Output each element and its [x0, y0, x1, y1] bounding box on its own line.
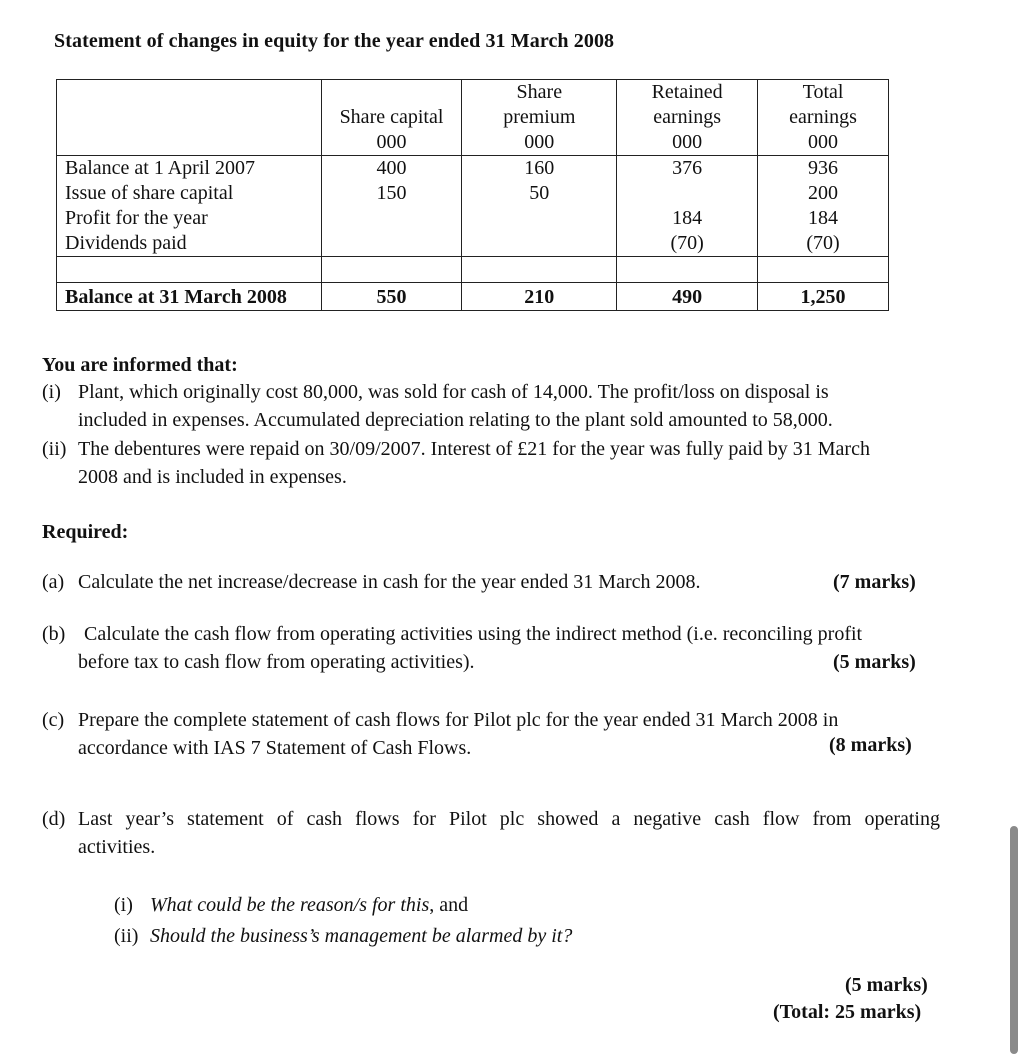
cell-share-premium: 50 [462, 181, 617, 206]
table-header-row [57, 80, 889, 156]
question-a-marks: (7 marks) [833, 571, 916, 593]
question-marker: (c) [42, 709, 65, 731]
item-line-1: The debentures were repaid on 30/09/2007. Interest of £21 for the year was fully paid by 31 March [78, 438, 870, 460]
cell-share-premium: 160 [462, 156, 617, 182]
table-row [57, 181, 889, 206]
question-marker: (a) [42, 571, 65, 593]
cell-total: 200 [758, 181, 889, 206]
row-label: Issue of share capital [57, 181, 322, 206]
informed-heading: You are informed that: [42, 354, 238, 376]
question-line-2: accordance with IAS 7 Statement of Cash Flows. [78, 737, 472, 759]
cell-share-capital [321, 206, 462, 231]
total-marks: (Total: 25 marks) [773, 1001, 922, 1023]
question-line-2: activities. [78, 836, 156, 858]
question-text: Calculate the net increase/decrease in cash for the year ended 31 March 2008. [78, 571, 701, 593]
question-line-1: Prepare the complete statement of cash flows for Pilot plc for the year ended 31 March 2008 in [78, 709, 839, 731]
cell-retained: 376 [617, 156, 758, 182]
informed-item-1 [42, 378, 942, 434]
total-share-premium: 210 [462, 283, 617, 311]
sub-question-text: Should the business’s management be alarmed by it? [150, 925, 573, 947]
header-share-premium: Share premium 000 [462, 80, 617, 156]
cell-share-premium [462, 231, 617, 257]
row-label: Balance at 1 April 2007 [57, 156, 322, 182]
informed-item-2 [42, 435, 942, 491]
table-total-row [57, 283, 889, 311]
cell-total: 184 [758, 206, 889, 231]
cell-retained: 184 [617, 206, 758, 231]
table-blank-row [57, 257, 889, 283]
question-b [42, 620, 942, 676]
header-blank-cell [57, 80, 322, 156]
cell-share-capital: 150 [321, 181, 462, 206]
equity-statement-table [56, 79, 889, 311]
row-label: Dividends paid [57, 231, 322, 257]
cell-retained [617, 181, 758, 206]
cell-total: 936 [758, 156, 889, 182]
question-d-sub-2 [114, 922, 714, 950]
cell-share-capital [321, 231, 462, 257]
header-share-capital: Share capital 000 [321, 80, 462, 156]
sub-marker: (ii) [114, 925, 139, 947]
question-c [42, 706, 942, 762]
item-marker: (ii) [42, 438, 67, 460]
question-d-sub-1 [114, 891, 714, 919]
row-label: Profit for the year [57, 206, 322, 231]
item-line-2: included in expenses. Accumulated depreciation relating to the plant sold amounted to 58,000. [78, 409, 833, 431]
cell-retained: (70) [617, 231, 758, 257]
question-marker: (b) [42, 623, 66, 645]
question-c-marks: (8 marks) [829, 734, 912, 756]
header-retained-earnings: Retained earnings 000 [617, 80, 758, 156]
question-a [42, 568, 942, 596]
sub-marker: (i) [114, 894, 133, 916]
cell-total: (70) [758, 231, 889, 257]
header-total-earnings: Total earnings 000 [758, 80, 889, 156]
item-line-2: 2008 and is included in expenses. [78, 466, 347, 488]
cell-share-premium [462, 206, 617, 231]
required-heading: Required: [42, 521, 129, 543]
table-row [57, 156, 889, 182]
question-d-marks: (5 marks) [845, 974, 928, 996]
total-row-label: Balance at 31 March 2008 [57, 283, 322, 311]
scrollbar-thumb[interactable] [1010, 826, 1018, 1054]
sub-question-text: What could be the reason/s for this [150, 894, 430, 916]
question-line-2: before tax to cash flow from operating activities). [78, 651, 475, 673]
total-share-capital: 550 [321, 283, 462, 311]
total-total: 1,250 [758, 283, 889, 311]
question-line-1: Calculate the cash flow from operating activities using the indirect method (i.e. reconciling profit [84, 623, 863, 645]
question-d [42, 805, 942, 861]
question-marker: (d) [42, 808, 66, 830]
table-row [57, 206, 889, 231]
item-marker: (i) [42, 381, 61, 403]
document-title: Statement of changes in equity for the year ended 31 March 2008 [54, 30, 615, 52]
cell-share-capital: 400 [321, 156, 462, 182]
sub-question-suffix: , and [429, 894, 469, 916]
item-line-1: Plant, which originally cost 80,000, was sold for cash of 14,000. The profit/loss on disposal is [78, 381, 829, 403]
total-retained: 490 [617, 283, 758, 311]
table-row [57, 231, 889, 257]
question-b-marks: (5 marks) [833, 651, 916, 673]
question-line-1: Last year’s statement of cash flows for Pilot plc showed a negative cash flow from operating [78, 808, 940, 830]
